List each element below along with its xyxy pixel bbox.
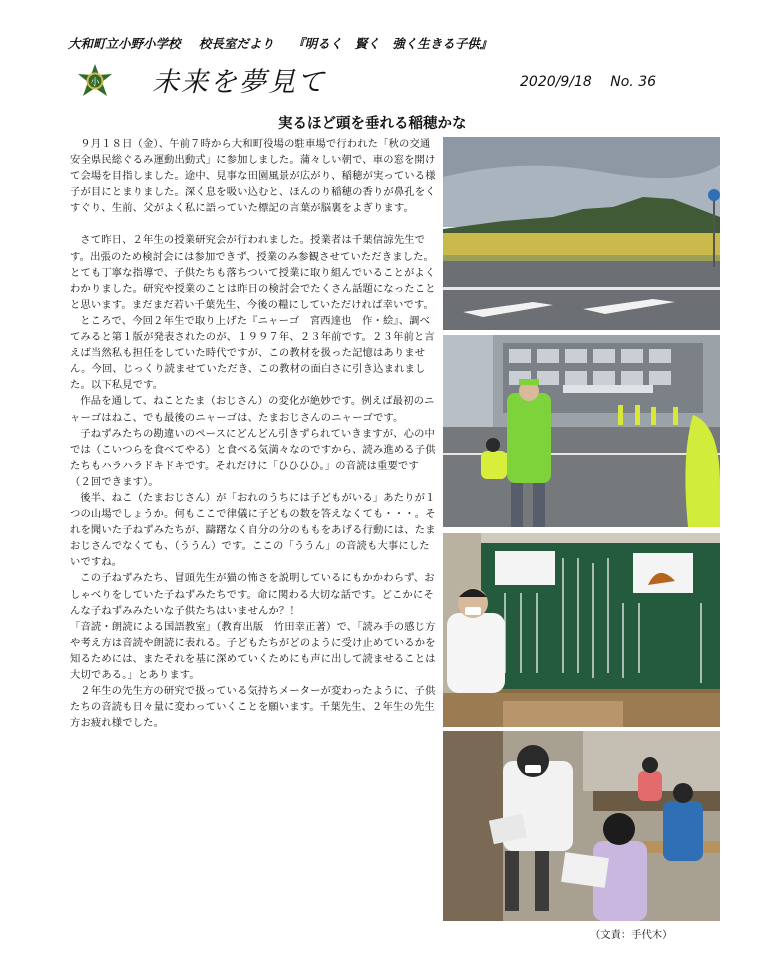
article-body (70, 136, 438, 731)
article-headline: 実るほど頭を垂れる稲穂かな (278, 116, 467, 132)
paragraph: 「音読・朗読による国語教室」（教育出版 竹田幸正著）で、「読み手の感じ方や考え方は音読や朗読に表れる。子どもたちがどのように受け止めているかを知るためには、またそれを基に深めていくためにも声に出して読ませることは大切である。」とあります。 (70, 620, 436, 681)
newsletter-title: 未来を夢見て (152, 67, 326, 98)
school-emblem-icon (78, 64, 112, 98)
author-credit: （文責：手代木） (590, 929, 673, 941)
issue-info (520, 74, 656, 90)
issue-number: No. 36 (610, 74, 657, 90)
newsletter-name: 校長室だより (198, 36, 274, 51)
paragraph: ところで、今回２年生で取り上げた『ニャーゴ 宮西達也 作・絵』、調べてみると第１版が発表されたのが、１９９７年、２３年前です。２３年前と言えば当然私も担任をしていた時代ですが、この教材を扱った記憶はありません。今回、じっくり読ませていただき、この教材の面白さに引き込まれました。以下私見です。 (70, 314, 435, 392)
classroom-blackboard-teacher-photo (443, 533, 720, 727)
traffic-safety-ceremony-photo (443, 335, 720, 527)
newsletter-header (68, 34, 688, 52)
paragraph: ９月１８日（金）、午前７時から大和町役場の駐車場で行われた「秋の交通安全県民総ぐるみ運動出動式」に参加しました。蒲々しい朝で、車の窓を開けて会場を目指しました。途中、見事な田園風景が広がり、稲穂が実っている様子が目にとまりました。深く息を吸い込むと、ほんのり稲穂の香りが鼻孔をくすぐり、生前、父がよく私に語っていた標記の言葉が脳裏をよぎります。 (70, 138, 436, 215)
issue-date: 2020/9/18 (520, 74, 592, 90)
school-motto: 『明るく 賢く 強く生きる子供』 (292, 36, 493, 51)
paragraph: 子ねずみたちの勘違いのペースにどんどん引きずられていきますが、心の中では（こいつらを食べてやる）と食べる気満々なのですから、読み進める子供たちもハラハラドキドキです。それだけに「ひひひひ。」の音読は重要です（２回できます）。 (70, 427, 436, 488)
paragraph: 作品を通して、ねことたま（おじさん）の変化が絶妙です。例えば最初のニャーゴはねこ、でも最後のニャーゴは、たまおじさんのニャーゴです。 (70, 395, 435, 424)
paragraph: この子ねずみたち、冒頭先生が猫の怖さを説明しているにもかかわらず、おしゃべりをしていた子ねずみたちです。命に関わる大切な話です。どこかにそんな子ねずみみたいな子供たちはいませんか？！ (70, 572, 435, 617)
svg-text:小: 小 (90, 78, 100, 88)
paragraph: さて昨日、２年生の授業研究会が行われました。授業者は千葉信諒先生です。出張のため検討会には参加できず、授業のみ参観させていただきました。とても丁寧な指導で、子供たちも落ちついて授業に取り組んでいることがよくわかりました。研究や授業のことは昨日の検討会でたくさん話題になったことと思います。まだまだ若い千葉先生、今後の糧にしていただければ幸いです。 (70, 234, 436, 311)
rice-field-road-photo (443, 137, 720, 330)
school-name: 大和町立小野小学校 (68, 36, 181, 51)
paragraph: 後半、ねこ（たまおじさん）が「おれのうちには子どもがいる」あたりが１つの山場でしょうか。何もここで律儀に子どもの数を答えなくても・・・。それを聞いた子ねずみたちが、躊躇なく自分の分のももをあげる行動には、たまおじさんでなくても、（ううん）です。ここの「ううん」の音読も大事にしたいですね。 (70, 491, 436, 569)
classroom-students-photo (443, 731, 720, 921)
paragraph: ２年生の先生方の研究で扱っている気持ちメーターが変わったように、子供たちの音読も日々量に変わっていくことを願います。千葉先生、２年生の先生方お疲れ様でした。 (70, 685, 436, 730)
